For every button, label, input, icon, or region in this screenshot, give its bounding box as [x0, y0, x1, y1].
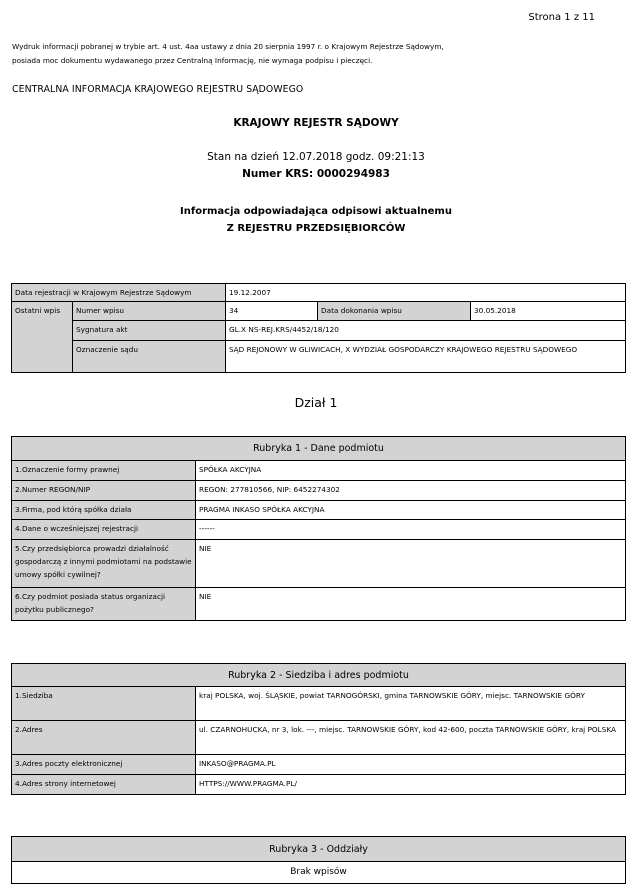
- reg-date-label: Data rejestracji w Krajowym Rejestrze Sądowym: [12, 284, 226, 302]
- rubric-2-row-label: 2.Adres: [12, 721, 196, 755]
- page-number: Strona 1 z 11: [528, 12, 595, 23]
- rubric-2-row-label: 3.Adres poczty elektronicznej: [12, 755, 196, 775]
- entry-no-value: 34: [226, 302, 318, 321]
- rubric-1-row-label: 5.Czy przedsiębiorca prowadzi działalność gospodarczą z innymi podmiotami na podstawie umowy spółki cywilnej?: [12, 540, 196, 588]
- rubric-1-row-value: REGON: 277810566, NIP: 6452274302: [196, 481, 626, 501]
- legal-notice: [12, 40, 612, 68]
- reg-date-value: 19.12.2007: [226, 284, 626, 302]
- rubric-1-row-value: NIE: [196, 588, 626, 621]
- rubric-2-row-value: kraj POLSKA, woj. ŚLĄSKIE, powiat TARNOGÓRSKI, gmina TARNOWSKIE GÓRY, miejsc. TARNOWSKIE GÓRY: [196, 687, 626, 721]
- rubric-1-row-label: 3.Firma, pod którą spółka działa: [12, 501, 196, 520]
- rubric-1-row-value: PRAGMA INKASO SPÓŁKA AKCYJNA: [196, 501, 626, 520]
- krs-number: Numer KRS: 0000294983: [242, 168, 390, 180]
- document-title: [0, 203, 632, 237]
- section-title: Dział 1: [294, 395, 338, 410]
- entry-date-value: 30.05.2018: [471, 302, 626, 321]
- rubric-1-row-value: SPÓŁKA AKCYJNA: [196, 461, 626, 481]
- rubric-2-table: [11, 663, 626, 795]
- central-info-heading: CENTRALNA INFORMACJA KRAJOWEGO REJESTRU SĄDOWEGO: [12, 84, 304, 95]
- legal-notice-line: Wydruk informacji pobranej w trybie art. 4 ust. 4aa ustawy z dnia 20 sierpnia 1997 r. o Krajowym Rejestrze Sądowym,: [12, 42, 444, 51]
- register-title: KRAJOWY REJESTR SĄDOWY: [233, 117, 399, 129]
- legal-notice-line: posiada moc dokumentu wydawanego przez Centralną Informację, nie wymaga podpisu i pieczęci.: [12, 56, 373, 65]
- entry-date-label: Data dokonania wpisu: [318, 302, 471, 321]
- rubric-1-row-label: 6.Czy podmiot posiada status organizacji pożytku publicznego?: [12, 588, 196, 621]
- rubric-2-row-value: ul. CZARNOHUCKA, nr 3, lok. ---, miejsc. TARNOWSKIE GÓRY, kod 42-600, poczta TARNOWSKIE GÓRY, kraj POLSKA: [196, 721, 626, 755]
- document-title-line: Z REJESTRU PRZEDSIĘBIORCÓW: [226, 223, 406, 234]
- rubric-1-row-label: 1.Oznaczenie formy prawnej: [12, 461, 196, 481]
- registration-table: [11, 283, 626, 373]
- court-value: SĄD REJONOWY W GLIWICACH, X WYDZIAŁ GOSPODARCZY KRAJOWEGO REJESTRU SĄDOWEGO: [226, 341, 626, 373]
- court-label: Oznaczenie sądu: [73, 341, 226, 373]
- rubric-2-title: Rubryka 2 - Siedziba i adres podmiotu: [12, 664, 626, 687]
- last-entry-label: Ostatni wpis: [12, 302, 73, 373]
- rubric-1-row-label: 4.Dane o wcześniejszej rejestracji: [12, 520, 196, 540]
- rubric-1-row-label: 2.Numer REGON/NIP: [12, 481, 196, 501]
- rubric-3-table: [11, 836, 626, 884]
- state-date: Stan na dzień 12.07.2018 godz. 09:21:13: [207, 151, 425, 163]
- rubric-2-row-label: 1.Siedziba: [12, 687, 196, 721]
- rubric-1-title: Rubryka 1 - Dane podmiotu: [12, 437, 626, 461]
- rubric-3-empty: Brak wpisów: [12, 862, 626, 884]
- entry-no-label: Numer wpisu: [73, 302, 226, 321]
- rubric-2-row-label: 4.Adres strony internetowej: [12, 775, 196, 795]
- rubric-1-row-value: NIE: [196, 540, 626, 588]
- signature-value: GL.X NS-REJ.KRS/4452/18/120: [226, 321, 626, 341]
- rubric-1-row-value: ------: [196, 520, 626, 540]
- signature-label: Sygnatura akt: [73, 321, 226, 341]
- rubric-2-row-value: INKASO@PRAGMA.PL: [196, 755, 626, 775]
- rubric-3-title: Rubryka 3 - Oddziały: [12, 837, 626, 862]
- rubric-2-row-value: HTTPS://WWW.PRAGMA.PL/: [196, 775, 626, 795]
- rubric-1-table: [11, 436, 626, 621]
- document-title-line: Informacja odpowiadająca odpisowi aktualnemu: [180, 206, 452, 217]
